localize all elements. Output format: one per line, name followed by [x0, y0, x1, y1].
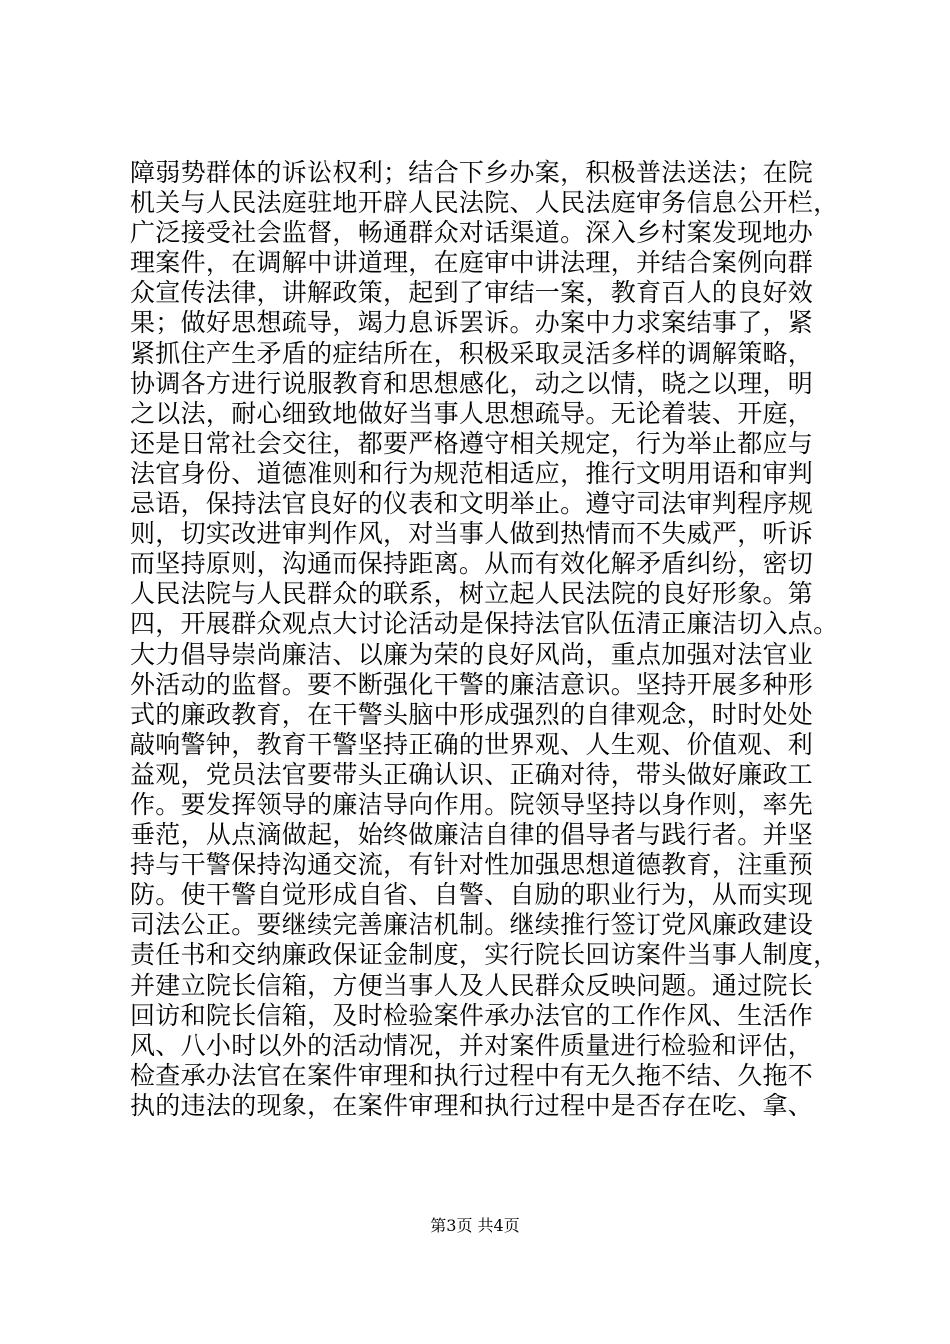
text-line: 式的廉政教育，在干警头脑中形成强烈的自律观念，时时处处: [130, 699, 814, 729]
text-line: 广泛接受社会监督，畅通群众对话渠道。深入乡村案发现地办: [130, 218, 814, 248]
text-line: 外活动的监督。要不断强化干警的廉洁意识。坚持开展多种形: [130, 669, 814, 699]
text-line: 障弱势群体的诉讼权利；结合下乡办案，积极普法送法；在院: [130, 158, 814, 187]
text-line: 垂范，从点滴做起，始终做廉洁自律的倡导者与践行者。并坚: [130, 820, 814, 850]
text-line: 防。使干警自觉形成自省、自警、自励的职业行为，从而实现: [130, 880, 814, 910]
text-line: 还是日常社会交往，都要严格遵守相关规定，行为举止都应与: [130, 428, 814, 458]
text-line: 机关与人民法庭驻地开辟人民法院、人民法庭审务信息公开栏，: [130, 188, 839, 218]
text-line: 则，切实改进审判作风，对当事人做到热情而不失威严，听诉: [130, 519, 814, 549]
text-line: 法官身份、道德准则和行为规范相适应，推行文明用语和审判: [130, 458, 814, 488]
text-line: 风、八小时以外的活动情况，并对案件质量进行检验和评估，: [130, 1030, 814, 1060]
text-line: 忌语，保持法官良好的仪表和文明举止。遵守司法审判程序规: [130, 489, 814, 519]
text-line: 益观，党员法官要带头正确认识、正确对待，带头做好廉政工: [130, 759, 814, 789]
text-line: 执的违法的现象，在案件审理和执行过程中是否存在吃、拿、: [130, 1090, 814, 1120]
text-line: 协调各方进行说服教育和思想感化，动之以情，晓之以理，明: [130, 368, 814, 398]
text-line: 理案件，在调解中讲道理，在庭审中讲法理，并结合案例向群: [130, 248, 814, 278]
page-footer: 第3页 共4页: [430, 1216, 520, 1235]
text-line: 四，开展群众观点大讨论活动是保持法官队伍清正廉洁切入点。: [130, 609, 839, 639]
text-line: 紧抓住产生矛盾的症结所在，积极采取灵活多样的调解策略，: [130, 338, 814, 368]
text-line: 果；做好思想疏导，竭力息诉罢诉。办案中力求案结事了，紧: [130, 308, 814, 338]
text-line: 作。要发挥领导的廉洁导向作用。院领导坚持以身作则，率先: [130, 789, 814, 819]
text-line: 众宣传法律，讲解政策，起到了审结一案，教育百人的良好效: [130, 278, 814, 308]
text-line: 责任书和交纳廉政保证金制度，实行院长回访案件当事人制度，: [130, 940, 839, 970]
text-line: 司法公正。要继续完善廉洁机制。继续推行签订党风廉政建设: [130, 910, 814, 940]
text-line: 而坚持原则，沟通而保持距离。从而有效化解矛盾纠纷，密切: [130, 549, 814, 579]
text-line: 检查承办法官在案件审理和执行过程中有无久拖不结、久拖不: [130, 1060, 814, 1090]
text-line: 持与干警保持沟通交流，有针对性加强思想道德教育，注重预: [130, 850, 814, 880]
text-line: 并建立院长信箱，方便当事人及人民群众反映问题。通过院长: [130, 970, 814, 1000]
text-line: 大力倡导崇尚廉洁、以廉为荣的良好风尚，重点加强对法官业: [130, 639, 814, 669]
text-line: 之以法，耐心细致地做好当事人思想疏导。无论着装、开庭，: [130, 398, 814, 428]
text-line: 人民法院与人民群众的联系，树立起人民法院的良好形象。第: [130, 579, 814, 609]
body-text: [130, 158, 870, 1121]
text-line: 敲响警钟，教育干警坚持正确的世界观、人生观、价值观、利: [130, 729, 814, 759]
text-line: 回访和院长信箱，及时检验案件承办法官的工作作风、生活作: [130, 1000, 814, 1030]
